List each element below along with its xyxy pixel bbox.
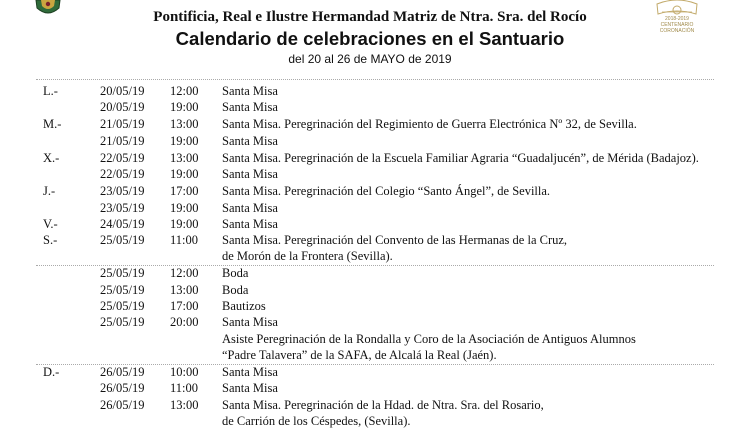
time-cell: 13:00: [170, 151, 199, 165]
date-cell: 22/05/19: [100, 151, 145, 165]
event-description: Santa Misa. Peregrinación de la Escuela Familiar Agraria “Guadaljucén”, de Mérida (Badajoz).: [222, 151, 699, 165]
event-description: Santa Misa: [222, 84, 278, 98]
day-label: J.-: [43, 184, 56, 198]
schedule-row: [0, 116, 750, 132]
time-cell: 20:00: [170, 315, 199, 329]
time-cell: 11:00: [170, 233, 199, 247]
date-cell: 21/05/19: [100, 117, 145, 131]
event-description: Bautizos: [222, 299, 266, 313]
seal-years: 2018-2019: [665, 16, 689, 22]
schedule-row: [0, 83, 750, 99]
event-description: Boda: [222, 283, 249, 297]
event-description: Santa Misa: [222, 201, 278, 215]
schedule-row: [0, 183, 750, 199]
schedule-row: [0, 216, 750, 232]
schedule-row: [0, 364, 750, 380]
date-cell: 20/05/19: [100, 84, 145, 98]
date-cell: 25/05/19: [100, 266, 145, 280]
date-cell: 23/05/19: [100, 201, 145, 215]
schedule-row: [0, 298, 750, 314]
schedule-row: [0, 282, 750, 298]
time-cell: 19:00: [170, 100, 199, 114]
schedule-row: [0, 166, 750, 182]
document-header: [0, 8, 750, 68]
time-cell: 12:00: [170, 266, 199, 280]
schedule-row: [0, 200, 750, 216]
day-label: S.-: [43, 233, 58, 247]
day-label: V.-: [43, 217, 58, 231]
date-cell: 26/05/19: [100, 398, 145, 412]
schedule-row: [0, 314, 750, 330]
time-cell: 11:00: [170, 381, 199, 395]
day-label: X.-: [43, 151, 60, 165]
event-description: Santa Misa: [222, 365, 278, 379]
page-title: Calendario de celebraciones en el Santuario: [175, 28, 565, 49]
time-cell: 10:00: [170, 365, 199, 379]
time-cell: 13:00: [170, 398, 199, 412]
seal-coronacion: CORONACIÓN: [659, 28, 695, 34]
event-description-continuation: de Morón de la Frontera (Sevilla).: [222, 249, 393, 263]
schedule-row: [0, 99, 750, 115]
time-cell: 12:00: [170, 84, 199, 98]
time-cell: 19:00: [170, 201, 199, 215]
schedule-row: [0, 150, 750, 166]
date-cell: 25/05/19: [100, 233, 145, 247]
event-description: Santa Misa: [222, 315, 278, 329]
date-cell: 23/05/19: [100, 184, 145, 198]
date-cell: 24/05/19: [100, 217, 145, 231]
schedule-row: [0, 133, 750, 149]
date-cell: 26/05/19: [100, 381, 145, 395]
event-description: Santa Misa. Peregrinación del Regimiento de Guerra Electrónica Nº 32, de Sevilla.: [222, 117, 637, 131]
event-description: Santa Misa. Peregrinación del Convento de las Hermanas de la Cruz,: [222, 233, 568, 247]
time-cell: 19:00: [170, 167, 199, 181]
date-cell: 20/05/19: [100, 100, 145, 114]
schedule-row: [0, 397, 750, 413]
time-cell: 19:00: [170, 217, 199, 231]
date-range-subtitle: del 20 al 26 de MAYO de 2019: [288, 52, 452, 66]
seal-centenario: CENTENARIO: [660, 22, 694, 28]
event-description: Santa Misa: [222, 134, 278, 148]
event-description-continuation: “Padre Talavera” de la SAFA, de Alcalá la Real (Jaén).: [222, 348, 497, 362]
date-cell: 25/05/19: [100, 299, 145, 313]
event-description: Santa Misa: [222, 381, 278, 395]
schedule-row: [0, 265, 750, 281]
event-description: Santa Misa: [222, 100, 278, 114]
event-description: Santa Misa. Peregrinación del Colegio “Santo Ángel”, de Sevilla.: [222, 184, 551, 198]
time-cell: 13:00: [170, 117, 199, 131]
date-cell: 22/05/19: [100, 167, 145, 181]
date-cell: 21/05/19: [100, 134, 145, 148]
day-label: L.-: [43, 84, 58, 98]
time-cell: 17:00: [170, 184, 199, 198]
event-description: Santa Misa: [222, 167, 278, 181]
time-cell: 19:00: [170, 134, 199, 148]
date-cell: 25/05/19: [100, 315, 145, 329]
day-label: D.-: [43, 365, 60, 379]
brotherhood-name: Pontificia, Real e Ilustre Hermandad Matriz de Ntra. Sra. del Rocío: [153, 9, 587, 25]
event-description-continuation: de Carrión de los Céspedes, (Sevilla).: [222, 414, 411, 428]
date-cell: 25/05/19: [100, 283, 145, 297]
event-description: Boda: [222, 266, 249, 280]
event-description: Santa Misa: [222, 217, 278, 231]
date-cell: 26/05/19: [100, 365, 145, 379]
schedule-row: [0, 380, 750, 396]
event-description-continuation: Asiste Peregrinación de la Rondalla y Coro de la Asociación de Antiguos Alumnos: [222, 332, 636, 346]
schedule-row: [0, 232, 750, 248]
event-description: Santa Misa. Peregrinación de la Hdad. de Ntra. Sra. del Rosario,: [222, 398, 544, 412]
header-divider: [36, 79, 714, 80]
time-cell: 13:00: [170, 283, 199, 297]
time-cell: 17:00: [170, 299, 199, 313]
day-label: M.-: [43, 117, 62, 131]
